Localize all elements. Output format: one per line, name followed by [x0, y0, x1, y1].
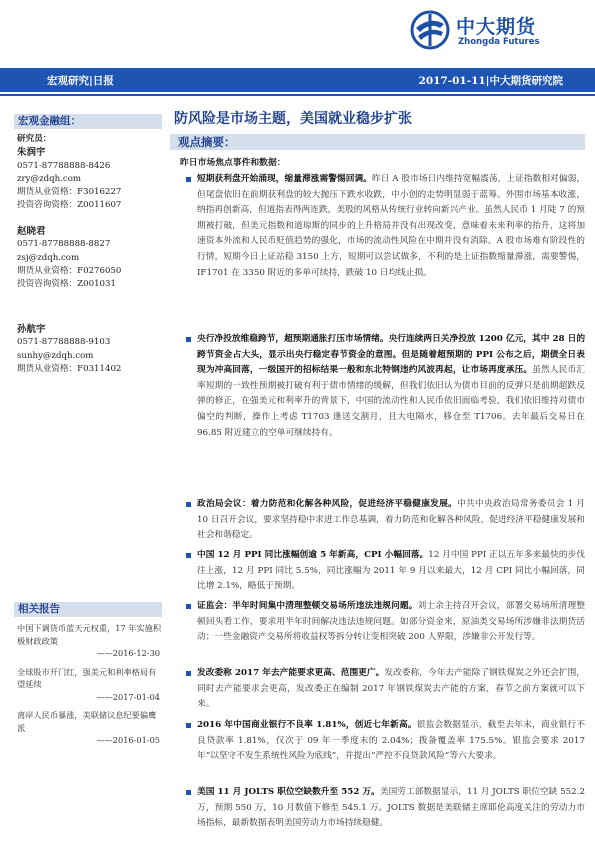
bullet-headline: 美国 11 月 JOLTS 职位空缺数升至 552 万。 [197, 787, 380, 797]
analyst-name: 朱润宇 [17, 147, 46, 159]
bullet-headline: 政治局会议：着力防范和化解各种风险，促进经济平稳健康发展。 [197, 499, 458, 509]
related-report-date: ——2016-01-05 [96, 735, 160, 745]
bullet-square-icon [186, 604, 191, 609]
bullet-emphasis: 央行连续两日关净投放 1200 亿元，其中 28 日的跨节资金占大头，显示出央行稳定春节资金的意图。但是随着超预期的 PPI 公布之后，期债全日表现为冲高回落，一级国开的招标结果一般和东北特钢违约风波再起，让市场再度承压。 [197, 334, 586, 376]
related-report[interactable] [17, 709, 162, 747]
intro-line: 昨日市场焦点事件和数据： [180, 158, 286, 168]
analyst-futures-cert: 期货从业资格：F0311402 [17, 363, 122, 374]
related-report[interactable] [17, 666, 162, 704]
bullet-headline: 证监会：半年时间集中清理整顿交易场所违法违规问题。 [197, 601, 418, 611]
analyst-phone: 0571-87788888-9103 [17, 337, 111, 348]
researcher-label: 研究员： [17, 134, 52, 144]
bullet-square-icon [186, 502, 191, 507]
header-divider [0, 94, 595, 96]
bullet-square-icon [186, 337, 191, 342]
analyst-email[interactable]: zsj@zdqh.com [17, 252, 80, 263]
bullet-body: 虽然人民币汇率短期的一致性预期被打破有利于债市情绪的缓解，但我们依旧认为债市目前的反弹只是前期超跌反弹的修正，在强美元和利率升的背景下，中国的流动性和人民币依旧面临考验，我们依旧维持对债市偏空的判断，操作上考虑 T1703 逢送交割月，且大电隔水，移仓至 T1706。去年最后交易日在 96.85 附近建立的空单可继续持有。 [197, 365, 586, 438]
logo-name-cn: 中大期货 [456, 16, 537, 38]
analyst-email[interactable]: sunhy@zdqh.com [17, 350, 94, 361]
bullet-headline: 中国 12 月 PPI 同比涨幅创逾 5 年新高，CPI 小幅回落。 [197, 550, 429, 560]
bullet-item [170, 172, 585, 281]
analyst-contact [17, 133, 157, 213]
analyst-name: 孙航宇 [17, 324, 46, 335]
logo-name-en: Zhongda Futures [458, 37, 540, 47]
related-reports-heading: 相关报告 [14, 602, 162, 617]
company-logo [410, 8, 560, 52]
analyst-email[interactable]: zry@zdqh.com [17, 173, 82, 184]
bullet-body: 12 月中国 PPI 正以五年多来最快的步伐往上涨，12 月 PPI 同比 5.5%，同比涨幅为 2011 年 9 月以来最大，12 月 CPI 同比小幅回落，同比增 2.1%，略低于预期。 [197, 550, 585, 592]
bullet-item [170, 332, 585, 441]
related-report-title[interactable]: 中国下调货币蓝天元权重，17 年实施积极财政政策 [17, 623, 162, 646]
related-reports-list [17, 622, 162, 753]
bullet-body: 美国劳工部数据显示，11 月 JOLTS 职位空缺 552.2 万，预期 550 万，10 月数值下修至 545.1 万。JOLTS 数据是美联储主席耶伦高度关注的劳动力市场指标，最新数据表明美国劳动力市场持续稳健。 [197, 787, 585, 829]
related-report-date: ——2016-12-30 [96, 648, 160, 658]
analyst-invest-cert: 投资咨询资格：Z001031 [17, 279, 116, 290]
bullet-headline: 发改委称 2017 年去产能要求更高、范围更广。 [197, 668, 385, 678]
bullet-item [170, 599, 585, 646]
report-type: 宏观研究|日报 [47, 75, 114, 87]
report-date-source: 2017-01-11|中大期货研究院 [418, 75, 563, 87]
analyst-phone: 0571-87788888-8827 [17, 239, 111, 250]
analyst-phone: 0571-87788888-8426 [17, 160, 111, 171]
analyst-name: 赵晓君 [17, 226, 46, 237]
summary-heading-bar [170, 134, 585, 150]
bullet-headline: 短期获利盘开始涌现，缩量滞涨需警惕回调。 [197, 174, 372, 184]
bullet-square-icon [186, 790, 191, 795]
related-report-title[interactable]: 离岸人民币暴涨，美联储议息纪要偏鹰派 [17, 710, 157, 733]
team-heading: 宏观金融组： [14, 114, 162, 129]
bullet-headline: 央行净投放维稳跨节，超预期通胀打压市场情绪。 [197, 334, 389, 344]
bullet-item [170, 785, 585, 832]
bullet-body: 中共中央政治局常务委员会 1 月 10 日召开会议，要求坚持稳中求进工作总基调，着力防范和化解各种风险，促进经济平稳健康发展和社会和谐稳定。 [197, 499, 585, 541]
analyst-contact [17, 323, 157, 376]
report-title: 防风险是市场主题，美国就业稳步扩张 [174, 111, 412, 127]
bullet-item [170, 497, 585, 544]
bullet-square-icon [186, 671, 191, 676]
related-report[interactable] [17, 622, 162, 660]
bullet-item [170, 548, 585, 595]
summary-heading: 观点摘要： [178, 135, 236, 149]
analyst-invest-cert: 投资咨询资格：Z0011607 [17, 200, 122, 211]
bullet-item [170, 666, 585, 713]
analyst-futures-cert: 期货从业资格：F0276050 [17, 265, 122, 276]
bullet-body: 昨日 A 股市场日内维持宽幅震荡，上证指数相对偏弱，但尾盘依旧在前期获利盘的较大抛压下跌水收跌，中小创的走势明显弱于蓝筹。外围市场基本收涨，纳指再创新高，但道指表得两连跌，美股的风格从传统行业转向新兴产业。虽然人民币 1 月陡 7 的预期被打破，但美元指数和道琼斯的同步的上升格局并没有出现改变，意味着未来利率的抬升，这将加速资本外流和人民币贬值趋势的强化，市场的流动性风险在中期并没有消除。A 股市场难有阶段性的行情，短期今日上证站稳 3150 上方，短期可以尝试做多，不利的是上证指数缩量滞涨，需要警惕，IF1701 在 3350 附近的多单可续持，跌破 10 日均线止损。 [197, 174, 586, 278]
analyst-futures-cert: 期货从业资格：F3016227 [17, 187, 122, 198]
bullet-square-icon [186, 723, 191, 728]
bullet-body: 银监会数据显示，截至去年末，商业银行不良贷款率 1.81%，仅次于 09 年一季度末的 2.04%；拨备覆盖率 175.5%。银监会要求 2017 年“以坚守不发生系统性风险为底线”，并提出“严控不良贷款风险”等六大要求。 [197, 720, 586, 762]
related-report-title[interactable]: 全球股市开门红，强美元和利率格局有望延续 [17, 666, 157, 689]
bullet-headline: 2016 年中国商业银行不良率 1.81%，创近七年新高。 [197, 720, 417, 730]
zhongda-logo-icon [410, 10, 450, 50]
bullet-square-icon [186, 177, 191, 182]
related-report-date: ——2017-01-04 [96, 691, 160, 702]
bullet-square-icon [186, 553, 191, 558]
bullet-item [170, 718, 585, 765]
bullet-body: 发改委称，今年去产能除了钢铁煤炭之外还会扩围，同时去产能要求会更高，发改委正在编制 2017 年钢铁煤炭去产能的方案，春节之前方案就可以下来。 [197, 668, 585, 710]
bullet-body: 刘士余主持召开会议，部署交易场所清理整顿回头看工作，要求用半年时间解决违法违规问题。如部分资金来，原油类交易场所涉嫌非法期货活动；一些金融资产交易所将收益权等拆分转让变相突破 200 人界限，涉嫌非公开发行等。 [197, 601, 586, 643]
analyst-contact [17, 225, 157, 291]
header-banner [0, 68, 595, 92]
